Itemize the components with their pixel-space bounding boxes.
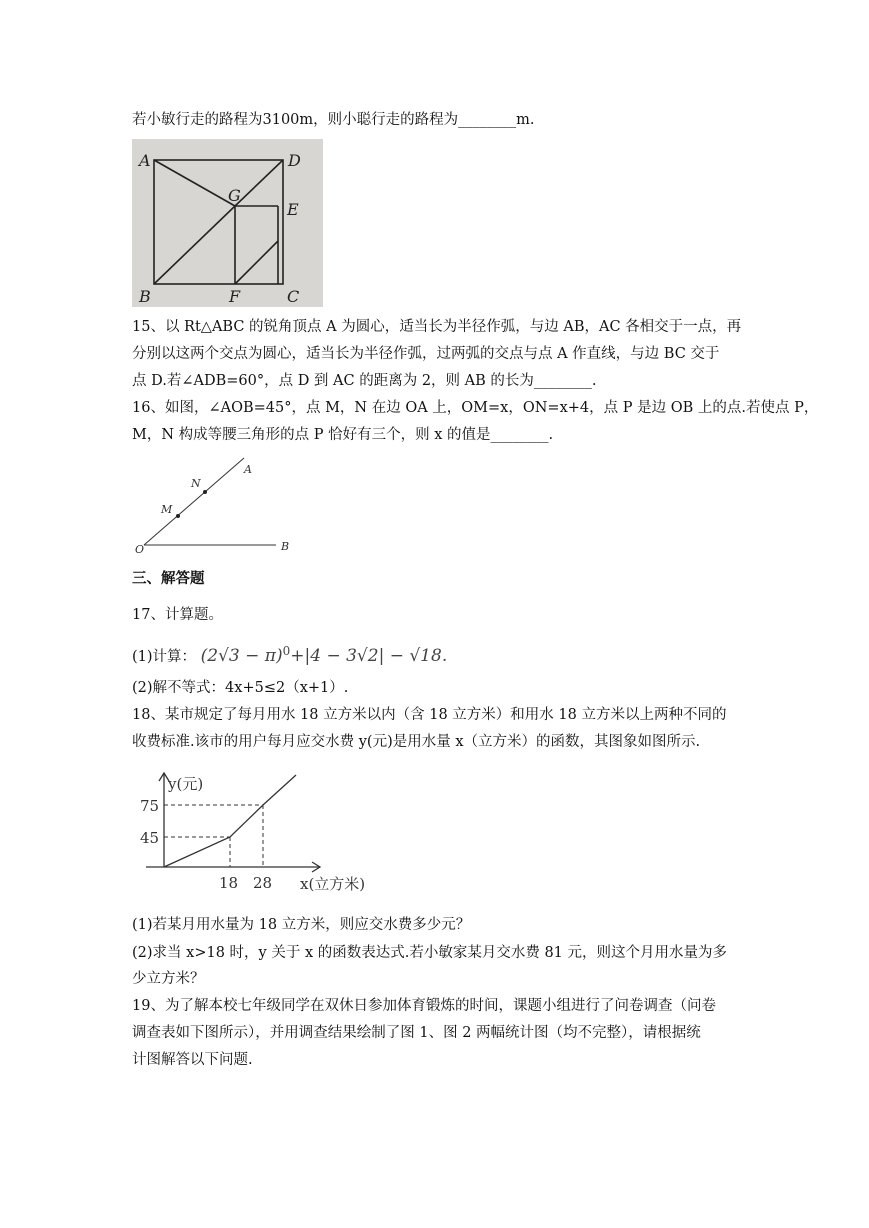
q18-part1: (1)若某月用水量为 18 立方米，则应交水费多少元？: [132, 917, 471, 933]
q17-expression-a: (2√3 − π): [200, 645, 283, 666]
y-axis-label: y(元): [168, 775, 204, 793]
label-m: M: [161, 503, 173, 516]
label-f: F: [229, 287, 241, 306]
section-title: 三、解答题: [132, 571, 205, 587]
q14-tail-text: 若小敏行走的路程为3100m，则小聪行走的路程为________m.: [132, 112, 535, 128]
q16-line-2: M，N 构成等腰三角形的点 P 恰好有三个，则 x 的值是________.: [132, 427, 554, 443]
q17-title: 17、计算题。: [132, 607, 223, 623]
q19-line-3: 计图解答以下问题.: [132, 1052, 253, 1068]
q17-exponent: 0: [282, 644, 291, 658]
q17-expression-b: +|4 − 3√2| − √18.: [290, 645, 448, 666]
label-b: B: [139, 287, 151, 306]
q18-line-1: 18、某市规定了每月用水 18 立方米以内（含 18 立方米）和用水 18 立方米以上两种不同的: [132, 707, 727, 723]
label-g: G: [228, 186, 241, 205]
label-c: C: [287, 287, 300, 306]
water-fee-graph: [132, 767, 392, 897]
q17-part1-label: (1)计算：: [132, 648, 197, 665]
angle-diagram: [132, 453, 297, 561]
label-o: O: [135, 543, 145, 556]
point-m: [176, 514, 180, 518]
x-tick-28: 28: [253, 874, 273, 892]
square-diagram: [132, 139, 323, 307]
q15-line-2: 分别以这两个交点为圆心，适当长为半径作弧，过两弧的交点与点 A 作直线，与边 BC 交于: [132, 346, 720, 362]
q18-line-2: 收费标准.该市的用户每月应交水费 y(元)是用水量 x（立方米）的函数，其图象如图所示.: [132, 734, 701, 750]
label-e: E: [287, 200, 299, 219]
q19-line-2: 调查表如下图所示），并用调查结果绘制了图 1、图 2 两幅统计图（均不完整），请根据统: [132, 1025, 701, 1041]
label-a2: A: [244, 463, 252, 476]
q19-line-1: 19、为了解本校七年级同学在双休日参加体育锻炼的时间，课题小组进行了问卷调查（问卷: [132, 998, 716, 1014]
graph-svg: [132, 767, 392, 897]
square-figure: [132, 139, 323, 307]
segment-ag: [154, 160, 235, 206]
q15-line-3: 点 D.若∠ADB=60°，点 D 到 AC 的距离为 2，则 AB 的长为________.: [132, 373, 597, 389]
segment-dg: [235, 160, 283, 206]
ray-oa: [144, 458, 244, 545]
q18-part2-line-2: 少立方米？: [132, 971, 205, 987]
q16-line-1: 16、如图，∠AOB=45°，点 M，N 在边 OA 上，OM=x，ON=x+4，点 P 是边 OB 上的点.若使点 P，: [132, 400, 819, 416]
point-n: [203, 490, 207, 494]
label-b2: B: [281, 540, 290, 553]
q15-line-1: 15、以 Rt△ABC 的锐角顶点 A 为圆心，适当长为半径作弧，与边 AB，AC 各相交于一点，再: [132, 319, 742, 335]
q17-part1: [132, 641, 447, 667]
q17-part2: (2)解不等式：4x+5≤2（x+1）.: [132, 680, 349, 696]
y-tick-75: 75: [140, 797, 160, 815]
x-tick-18: 18: [219, 874, 239, 892]
segment-bg: [154, 206, 235, 284]
y-tick-45: 45: [140, 829, 160, 847]
label-n: N: [191, 477, 201, 490]
label-d: D: [288, 151, 301, 170]
x-axis-label: x(立方米): [300, 875, 366, 893]
segment-fe: [235, 241, 278, 284]
angle-figure: [132, 453, 297, 561]
q18-part2-line-1: (2)求当 x>18 时，y 关于 x 的函数表达式.若小敏家某月交水费 81 元，则这个月用水量为多: [132, 945, 728, 961]
label-a: A: [139, 151, 151, 170]
